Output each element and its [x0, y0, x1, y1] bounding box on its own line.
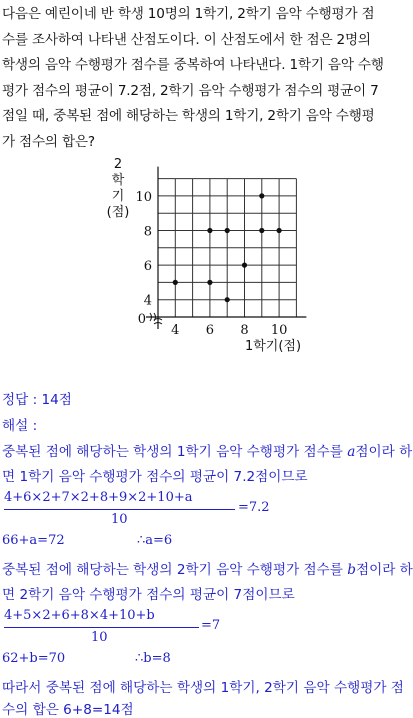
fraction1-rhs: =7.2 [238, 500, 270, 515]
solution-step2-line2: 면 2학기 음악 수행평가 점수의 평균이 7점이므로 [2, 587, 295, 603]
data-point [173, 280, 178, 285]
data-point [242, 263, 247, 268]
problem-line: 학생의 음악 수행평가 점수를 중복하여 나타낸다. 1학기 음악 수행 [2, 57, 384, 74]
fraction2-rhs: =7 [201, 618, 221, 633]
x-tick-label: 10 [270, 323, 288, 338]
y-axis-label-line: 학 [111, 173, 125, 188]
solution-step1-line1 [2, 440, 413, 460]
fraction-equation-1 [2, 490, 398, 530]
fraction2-bar [4, 627, 199, 628]
fraction1-numerator: 4+6×2+7×2+8+9×2+10+a [4, 490, 193, 505]
step2-variable: b [347, 562, 356, 578]
step1-variable: a [347, 444, 356, 460]
y-tick-label: 4 [143, 293, 152, 309]
plot-grid [158, 179, 296, 317]
fraction2-numerator: 4+5×2+6+8×4+10+b [4, 608, 155, 623]
data-point [207, 280, 212, 285]
data-point [259, 193, 264, 198]
y-tick-label: 10 [135, 189, 152, 205]
data-point [225, 228, 230, 233]
fraction1-bar [4, 509, 235, 510]
problem-line: 평가 점수의 평균이 7.2점, 2학기 음악 수행평가 점수의 평균이 7 [2, 82, 379, 99]
answer-line: 정답 : 14점 [2, 392, 72, 408]
equation-2 [2, 651, 398, 666]
problem-text [2, 2, 398, 156]
y-tick-label: 6 [143, 259, 152, 275]
data-point [277, 228, 282, 233]
x-tick-label: 6 [205, 323, 215, 338]
equation-1 [2, 533, 398, 548]
problem-line: 수를 조사하여 나타낸 산점도이다. 이 산점도에서 한 점은 2명의 [2, 31, 371, 48]
equation1-left: 66+a=72 [2, 533, 65, 548]
equation1-result: ∴a=6 [137, 533, 173, 548]
fraction2-denominator: 10 [91, 630, 108, 645]
final-line1: 따라서 중복된 점에 해당하는 학생의 1학기, 2학기 음악 수행평가 점 [2, 680, 404, 696]
final-line2: 수의 합은 6+8=14점 [2, 702, 134, 718]
x-axis-label: 1학기(점) [244, 339, 302, 354]
solution-label: 해설 : [2, 418, 38, 434]
data-point [225, 297, 230, 302]
step2-text-pre: 중복된 점에 해당하는 학생의 2학기 음악 수행평가 점수를 [2, 562, 348, 578]
data-point [207, 228, 212, 233]
data-point [259, 228, 264, 233]
solution-step2-line1 [2, 558, 413, 578]
step1-text-pre: 중복된 점에 해당하는 학생의 1학기 음악 수행평가 점수를 [2, 444, 348, 460]
step2-text-post: 점이라 하 [355, 562, 413, 578]
fraction1-denominator: 10 [111, 512, 128, 527]
y-axis-label-line: (점) [106, 205, 130, 220]
fraction-equation-2 [2, 608, 398, 648]
scatter-plot [0, 157, 320, 355]
y-tick-label: 8 [143, 224, 152, 240]
x-tick-label: 4 [171, 323, 180, 338]
step1-text-post: 점이라 하 [355, 444, 413, 460]
equation2-result: ∴b=8 [135, 651, 171, 666]
y-axis-label-line: 2 [113, 157, 123, 172]
problem-line: 가 점수의 합은? [2, 133, 95, 150]
x-tick-label: 8 [240, 323, 249, 338]
y-axis-label-line: 기 [111, 189, 125, 204]
solution-step1-line2: 면 1학기 음악 수행평가 점수의 평균이 7.2점이므로 [2, 469, 308, 485]
problem-line: 점일 때, 중복된 점에 해당하는 학생의 1학기, 2학기 음악 수행평 [2, 108, 375, 125]
origin-label: 0 [137, 312, 146, 327]
problem-line: 다음은 예린이네 반 학생 10명의 1학기, 2학기 음악 수행평가 점 [2, 6, 375, 22]
equation2-left: 62+b=70 [2, 651, 66, 666]
